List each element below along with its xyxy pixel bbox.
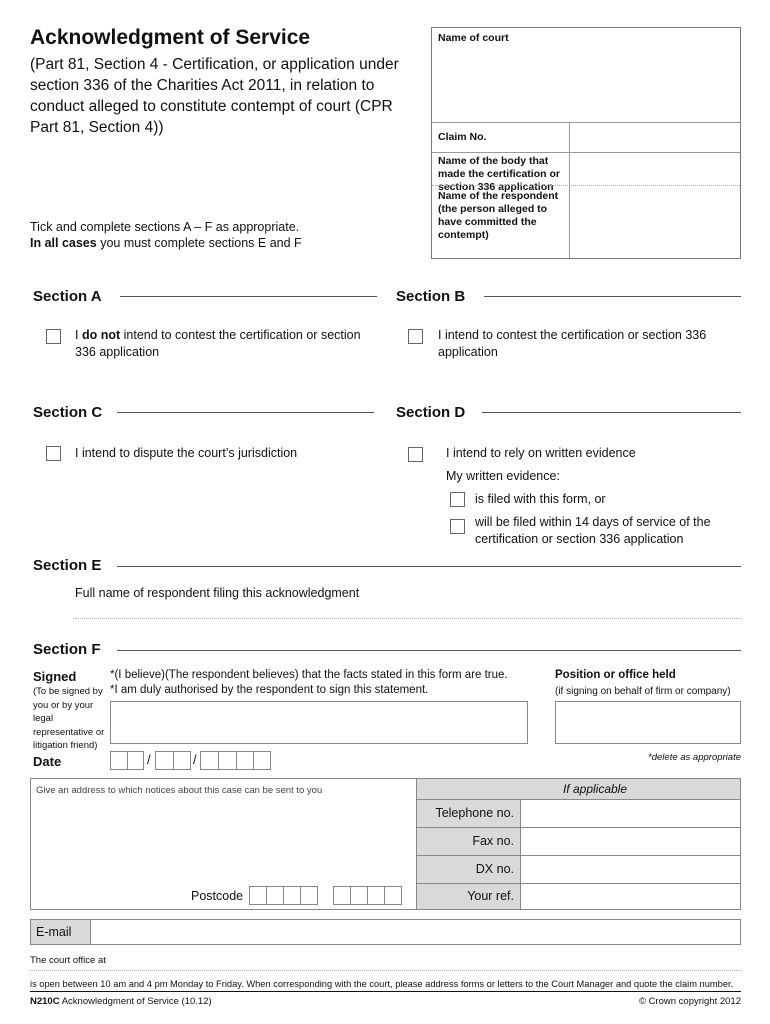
date-month-field[interactable] <box>155 751 191 770</box>
delete-note: *delete as appropriate <box>648 752 741 763</box>
court-hours-text: is open between 10 am and 4 pm Monday to Friday. When corresponding with the court, please address forms or letters to the Court Manager and quote the claim number. <box>30 979 734 989</box>
evidence-later-checkbox[interactable] <box>450 519 465 534</box>
address-box <box>30 778 741 910</box>
signed-label: Signed <box>33 669 77 684</box>
section-f-heading: Section F <box>33 641 101 658</box>
your-ref-label: Your ref. <box>467 889 514 903</box>
name-of-court-label: Name of court <box>438 32 509 44</box>
section-d-heading: Section D <box>396 404 466 421</box>
date-separator-1: / <box>147 752 151 767</box>
respondent-name-field[interactable] <box>570 186 740 258</box>
postcode-field-2[interactable] <box>333 886 402 905</box>
body-name-label: Name of the body that made the certification or section 336 application <box>438 155 560 193</box>
evidence-filed-checkbox[interactable] <box>450 492 465 507</box>
section-a-heading: Section A <box>33 288 102 305</box>
form-name: Acknowledgment of Service (10.12) <box>59 996 212 1007</box>
position-label: Position or office held <box>555 669 676 681</box>
email-label: E-mail <box>36 925 72 939</box>
respondent-name-label: Name of the respondent (the person alleged to have committed the contempt) <box>438 190 559 241</box>
postcode-field-1[interactable] <box>249 886 318 905</box>
signed-note: (To be signed by you or by your legal representative or litigation friend) <box>33 686 105 751</box>
court-office-field[interactable] <box>124 956 741 968</box>
telephone-label: Telephone no. <box>435 806 514 820</box>
position-note: (if signing on behalf of firm or company) <box>555 686 731 697</box>
section-c-checkbox[interactable] <box>46 446 61 461</box>
body-name-field[interactable] <box>570 153 740 185</box>
statement-2: *I am duly authorised by the respondent to sign this statement. <box>110 684 429 696</box>
section-e-heading: Section E <box>33 557 102 574</box>
instruction-line-1: Tick and complete sections A – F as appropriate. <box>30 220 300 234</box>
evidence-filed-text: is filed with this form, or <box>475 492 606 506</box>
date-label: Date <box>33 754 62 769</box>
instruction-bold: In all cases <box>30 236 97 250</box>
postcode-label: Postcode <box>191 889 244 903</box>
court-office-label: The court office at <box>30 955 106 966</box>
section-a-text-pre: I <box>75 328 82 342</box>
court-details-box <box>431 27 741 259</box>
form-reference <box>30 995 212 1008</box>
address-instruction: Give an address to which notices about this case can be sent to you <box>36 785 323 796</box>
fax-label: Fax no. <box>472 834 514 848</box>
fax-field[interactable] <box>521 828 740 855</box>
position-field[interactable] <box>555 701 741 744</box>
section-a-text-bold: do not <box>81 328 121 342</box>
signature-field[interactable] <box>110 701 528 744</box>
instructions <box>30 219 302 251</box>
section-b-heading: Section B <box>396 288 466 305</box>
address-field[interactable] <box>33 801 413 881</box>
statement-of-truth <box>110 668 508 698</box>
date-year-field[interactable] <box>200 751 271 770</box>
telephone-field[interactable] <box>521 800 740 827</box>
claim-no-field[interactable] <box>570 123 740 152</box>
instruction-line-2 <box>30 235 302 251</box>
section-a-checkbox[interactable] <box>46 329 61 344</box>
your-ref-field[interactable] <box>521 884 740 909</box>
copyright: © Crown copyright 2012 <box>638 996 741 1007</box>
respondent-full-name-field[interactable] <box>75 603 741 619</box>
if-applicable-label: If applicable <box>562 782 628 796</box>
claim-no-label: Claim No. <box>438 131 487 143</box>
evidence-later-text: will be filed within 14 days of service of the certification or section 336 application <box>475 515 711 546</box>
dx-field[interactable] <box>521 856 740 883</box>
section-c-heading: Section C <box>33 404 103 421</box>
form-subtitle: (Part 81, Section 4 - Certification, or application under section 336 of the Charities Act 2011, in relation to conduct alleged to constitute contempt of court (CPR Part 81, Section 4)) <box>30 56 399 136</box>
section-e-text: Full name of respondent filing this acknowledgment <box>75 586 360 600</box>
section-a-text-post: intend to contest the certification or section 336 application <box>75 328 361 359</box>
section-d-checkbox[interactable] <box>408 447 423 462</box>
form-title: Acknowledgment of Service <box>30 26 311 49</box>
form-code: N210C <box>30 996 60 1007</box>
section-a-text <box>75 327 365 361</box>
email-row <box>30 919 741 945</box>
section-c-text: I intend to dispute the court’s jurisdiction <box>75 446 298 460</box>
section-b-checkbox[interactable] <box>408 329 423 344</box>
section-b-text: I intend to contest the certification or section 336 application <box>438 328 707 359</box>
name-of-court-field[interactable] <box>432 46 740 122</box>
email-field[interactable] <box>92 920 740 944</box>
section-d-evidence-label: My written evidence: <box>446 469 560 483</box>
date-day-field[interactable] <box>110 751 144 770</box>
date-separator-2: / <box>193 752 197 767</box>
statement-1: *(I believe)(The respondent believes) that the facts stated in this form are true. <box>110 669 508 681</box>
dx-label: DX no. <box>475 862 514 876</box>
instruction-rest: you must complete sections E and F <box>96 236 302 250</box>
section-d-text: I intend to rely on written evidence <box>446 446 636 460</box>
